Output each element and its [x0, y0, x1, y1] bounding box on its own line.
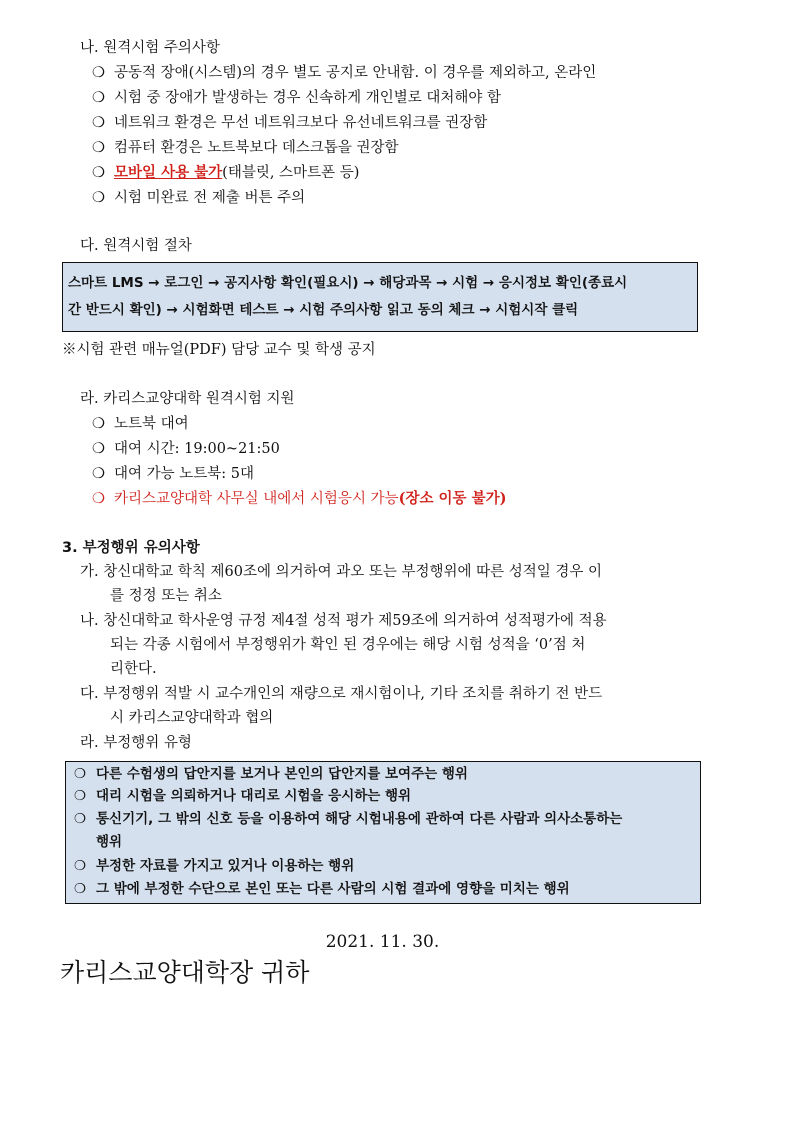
- list-item: ❍ 컴퓨터 환경은 노트북보다 데스크톱을 권장함: [92, 140, 399, 156]
- circle-bullet-icon: ❍: [92, 466, 105, 482]
- list-item: ❍ 시험 중 장애가 발생하는 경우 신속하게 개인별로 대처해야 함: [92, 90, 502, 106]
- section-ra-heading: 라. 카리스교양대학 원격시험 지원: [80, 391, 295, 407]
- rule-da-line-2: 시 카리스교양대학과 협의: [110, 710, 274, 726]
- manual-note: ※시험 관련 매뉴얼(PDF) 담당 교수 및 학생 공지: [62, 342, 376, 358]
- procedure-line-2: 간 반드시 확인) → 시험화면 테스트 → 시험 주의사항 읽고 동의 체크 → 시험시작 클릭: [68, 302, 579, 318]
- circle-bullet-icon: ❍: [92, 115, 105, 131]
- circle-bullet-icon: ❍: [74, 811, 87, 827]
- list-item: ❍ 네트워크 환경은 무선 네트워크보다 유선네트워크를 권장함: [92, 115, 488, 131]
- misconduct-type: ❍ 그 밖에 부정한 수단으로 본인 또는 다른 사람의 시험 결과에 영향을 미치는 행위: [74, 881, 570, 897]
- list-item: ❍ 대여 시간: 19:00~21:50: [92, 441, 280, 457]
- misconduct-type: ❍ 다른 수험생의 답안지를 보거나 본인의 답안지를 보여주는 행위: [74, 766, 468, 782]
- circle-bullet-icon: ❍: [92, 491, 105, 507]
- procedure-line-1: 스마트 LMS → 로그인 → 공지사항 확인(필요시) → 해당과목 → 시험 → 응시정보 확인(종료시: [68, 275, 628, 291]
- list-item: ❍ 대여 가능 노트북: 5대: [92, 466, 254, 482]
- list-item-mobile-warning: ❍ 모바일 사용 불가(태블릿, 스마트폰 등): [92, 164, 360, 181]
- section-na-heading: 나. 원격시험 주의사항: [80, 40, 220, 56]
- rule-na-line-1: 나. 창신대학교 학사운영 규정 제4절 성적 평가 제59조에 의거하여 성적평가에 적용: [80, 613, 607, 629]
- document-date: 2021. 11. 30.: [325, 932, 440, 952]
- circle-bullet-icon: ❍: [74, 766, 87, 782]
- mobile-warning-emphasis: 모바일 사용 불가: [114, 164, 223, 181]
- circle-bullet-icon: ❍: [74, 858, 87, 874]
- circle-bullet-icon: ❍: [92, 416, 105, 432]
- misconduct-type: ❍ 대리 시험을 의뢰하거나 대리로 시험을 응시하는 행위: [74, 788, 412, 804]
- rule-na-line-3: 리한다.: [110, 661, 157, 677]
- rule-ga-line-2: 를 정정 또는 취소: [110, 588, 222, 604]
- list-item: ❍ 공동적 장애(시스템)의 경우 별도 공지로 안내함. 이 경우를 제외하고, 온라인: [92, 65, 597, 81]
- circle-bullet-icon: ❍: [74, 881, 87, 897]
- rule-ga-line-1: 가. 창신대학교 학칙 제60조에 의거하여 과오 또는 부정행위에 따른 성적일 경우 이: [80, 564, 602, 580]
- addressee: 카리스교양대학장 귀하: [60, 958, 310, 987]
- misconduct-type-continuation: 행위: [96, 834, 123, 850]
- circle-bullet-icon: ❍: [92, 190, 105, 206]
- circle-bullet-icon: ❍: [92, 441, 105, 457]
- list-item: ❍ 시험 미완료 전 제출 버튼 주의: [92, 190, 306, 206]
- procedure-box: [62, 262, 698, 332]
- circle-bullet-icon: ❍: [92, 65, 105, 81]
- rule-da-line-1: 다. 부정행위 적발 시 교수개인의 재량으로 재시험이나, 기타 조치를 취하기 전 반드: [80, 686, 603, 702]
- circle-bullet-icon: ❍: [92, 90, 105, 106]
- misconduct-type: ❍ 부정한 자료를 가지고 있거나 이용하는 행위: [74, 858, 355, 874]
- circle-bullet-icon: ❍: [92, 165, 105, 181]
- circle-bullet-icon: ❍: [74, 788, 87, 804]
- list-item: ❍ 노트북 대여: [92, 416, 189, 432]
- section-da-heading: 다. 원격시험 절차: [80, 238, 192, 254]
- rule-ra-heading: 라. 부정행위 유형: [80, 735, 192, 751]
- section-3-title: 3. 부정행위 유의사항: [62, 540, 200, 556]
- circle-bullet-icon: ❍: [92, 140, 105, 156]
- rule-na-line-2: 되는 각종 시험에서 부정행위가 확인 된 경우에는 해당 시험 성적을 ‘0’점 처: [110, 637, 586, 653]
- misconduct-type: ❍ 통신기기, 그 밖의 신호 등을 이용하여 해당 시험내용에 관하여 다른 사람과 의사소통하는: [74, 811, 623, 827]
- list-item-office-only: ❍ 카리스교양대학 사무실 내에서 시험응시 가능(장소 이동 불가): [92, 490, 507, 507]
